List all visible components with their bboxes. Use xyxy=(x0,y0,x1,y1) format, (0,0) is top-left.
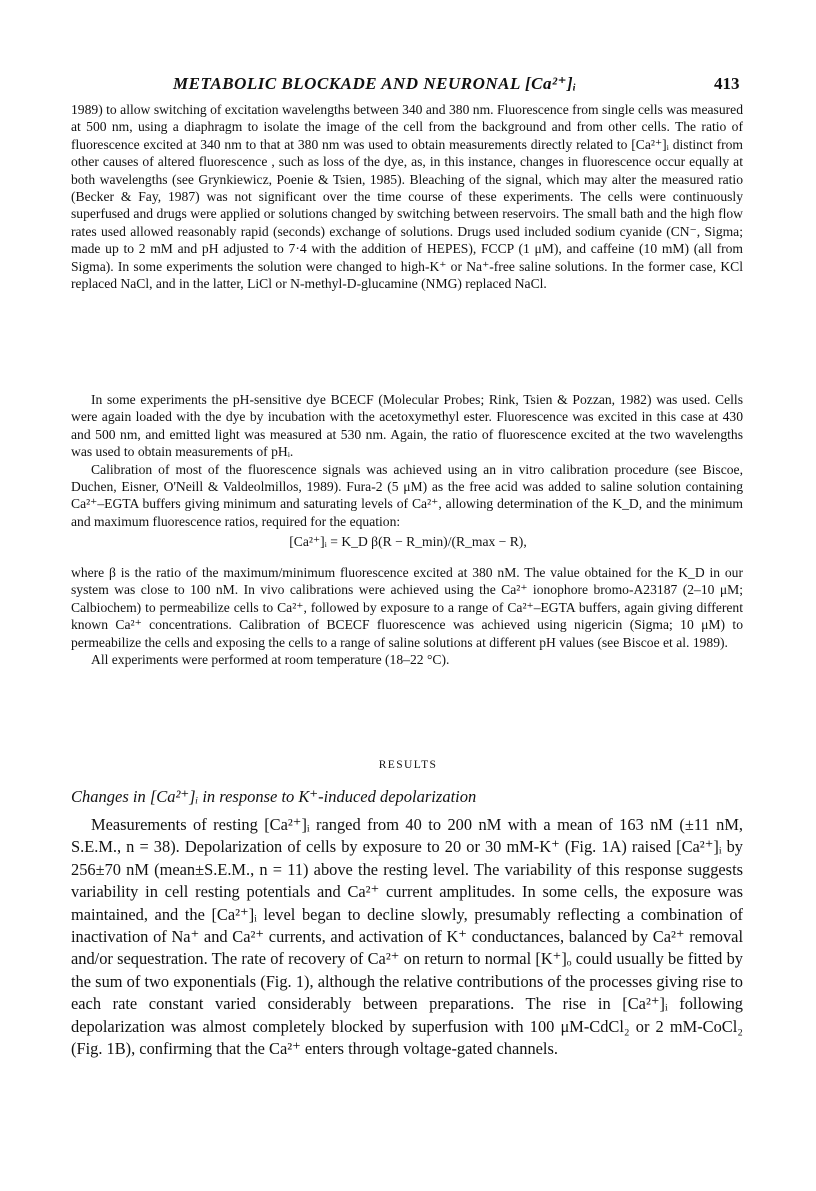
methods-paragraph-5: All experiments were performed at room temperature (18–22 °C). xyxy=(91,652,450,668)
running-title: METABOLIC BLOCKADE AND NEURONAL [Ca²⁺]ᵢ xyxy=(173,74,577,93)
methods-block-1 xyxy=(71,101,743,292)
calibration-equation: [Ca²⁺]ᵢ = K_D β(R − R_min)/(R_max − R), xyxy=(289,534,527,549)
methods-block-3 xyxy=(71,564,743,668)
methods-paragraph-1: 1989) to allow switching of excitation wavelengths between 340 and 380 nm. Fluorescence from single cells was measured at 500 nm, using a diaphragm to isolate the image of the cell from the background and from other cells. The ratio of fluorescence excited at 340 nm to that at 380 nm was used to obtain measurements directly related to [Ca²⁺]ᵢ distinct from other causes of altered fluorescence , such as loss of the dye, as, in this instance, changes in fluorescence occur equally at both wavelengths (see Grynkiewicz, Poenie & Tsien, 1985). Bleaching of the signal, which may alter the measured ratio (Becker & Fay, 1987) was not significant over the time course of these experiments. The cells were continuously superfused and drugs were applied or solutions changed by switching between reservoirs. The small bath and the high flow rates used allowed reasonably rapid (seconds) exchange of solutions. Drugs used included sodium cyanide (CN⁻, Sigma; made up to 2 mM and pH adjusted to 7·4 with the addition of HEPES), FCCP (1 μM), and caffeine (10 mM) (all from Sigma). In some experiments the solution were changed to high-K⁺ or Na⁺-free saline solutions. In the former case, KCl replaced NaCl, and in the latter, LiCl or N-methyl-D-glucamine (NMG) replaced NaCl. xyxy=(71,102,743,292)
methods-block-2 xyxy=(71,391,743,530)
methods-paragraph-4: where β is the ratio of the maximum/minimum fluorescence excited at 380 nM. The value obtained for the K_D in our system was close to 100 nM. In vivo calibrations were achieved using the Ca²⁺ ionophore bromo-A23187 (2–10 μM; Calbiochem) to permeabilize cells to Ca²⁺, followed by exposure to a range of Ca²⁺–EGTA buffers, again giving different known Ca²⁺ concentrations. Calibration of BCECF fluorescence was achieved using nigericin (Sigma; 10 μM) to permeabilize the cells and exposing the cells to a range of saline solutions at different pH values (see Biscoe et al. 1989). xyxy=(71,565,743,650)
results-paragraph-1: Measurements of resting [Ca²⁺]ᵢ ranged from 40 to 200 nM with a mean of 163 nM (±11 nM, S.E.M., n = 38). Depolarization of cells by exposure to 20 or 30 mM-K⁺ (Fig. 1A) raised [Ca²⁺]ᵢ by 256±70 nM (mean±S.E.M., n = 11) above the resting level. The variability of this response suggests variability in cell resting potentials and Ca²⁺ current amplitudes. In some cells, the exposure was maintained, and the [Ca²⁺]ᵢ level began to decline slowly, presumably reflecting a combination of inactivation of Na⁺ and Ca²⁺ currents, and activation of K⁺ conductances, balanced by Ca²⁺ removal and/or sequestration. The rate of recovery of Ca²⁺ on return to normal [K⁺]ₒ could usually be fitted by the sum of two exponentials (Fig. 1), although the relative contributions of the processes giving rise to each rate constant varied considerably between preparations. The rise in [Ca²⁺]ᵢ following depolarization was almost completely blocked by superfusion with 100 μM-CdCl₂ or 2 mM-CoCl₂ (Fig. 1B), confirming that the Ca²⁺ enters through voltage-gated channels. xyxy=(71,815,743,1059)
results-heading: RESULTS xyxy=(378,759,438,771)
methods-paragraph-2: In some experiments the pH-sensitive dye BCECF (Molecular Probes; Rink, Tsien & Pozzan, 1982) was used. Cells were again loaded with the dye by incubation with the acetoxymethyl ester. Fluorescence was excited in this case at 430 and 500 nm, and emitted light was measured at 530 nm. Again, the ratio of fluorescence excited at the two wavelengths was used to obtain measurements of pHᵢ. xyxy=(71,392,743,460)
methods-paragraph-3: Calibration of most of the fluorescence signals was achieved using an in vitro calibration procedure (see Biscoe, Duchen, Eisner, O'Neill & Valdeolmillos, 1989). Fura-2 (5 μM) as the free acid was added to saline solution containing Ca²⁺–EGTA buffers giving minimum and saturating levels of Ca²⁺, allowing determination of the K_D, and the minimum and maximum fluorescence ratios, required for the equation: xyxy=(71,461,743,529)
page-number: 413 xyxy=(714,74,740,93)
results-subheading: Changes in [Ca²⁺]ᵢ in response to K⁺-induced depolarization xyxy=(71,787,477,806)
results-body xyxy=(71,814,743,1060)
